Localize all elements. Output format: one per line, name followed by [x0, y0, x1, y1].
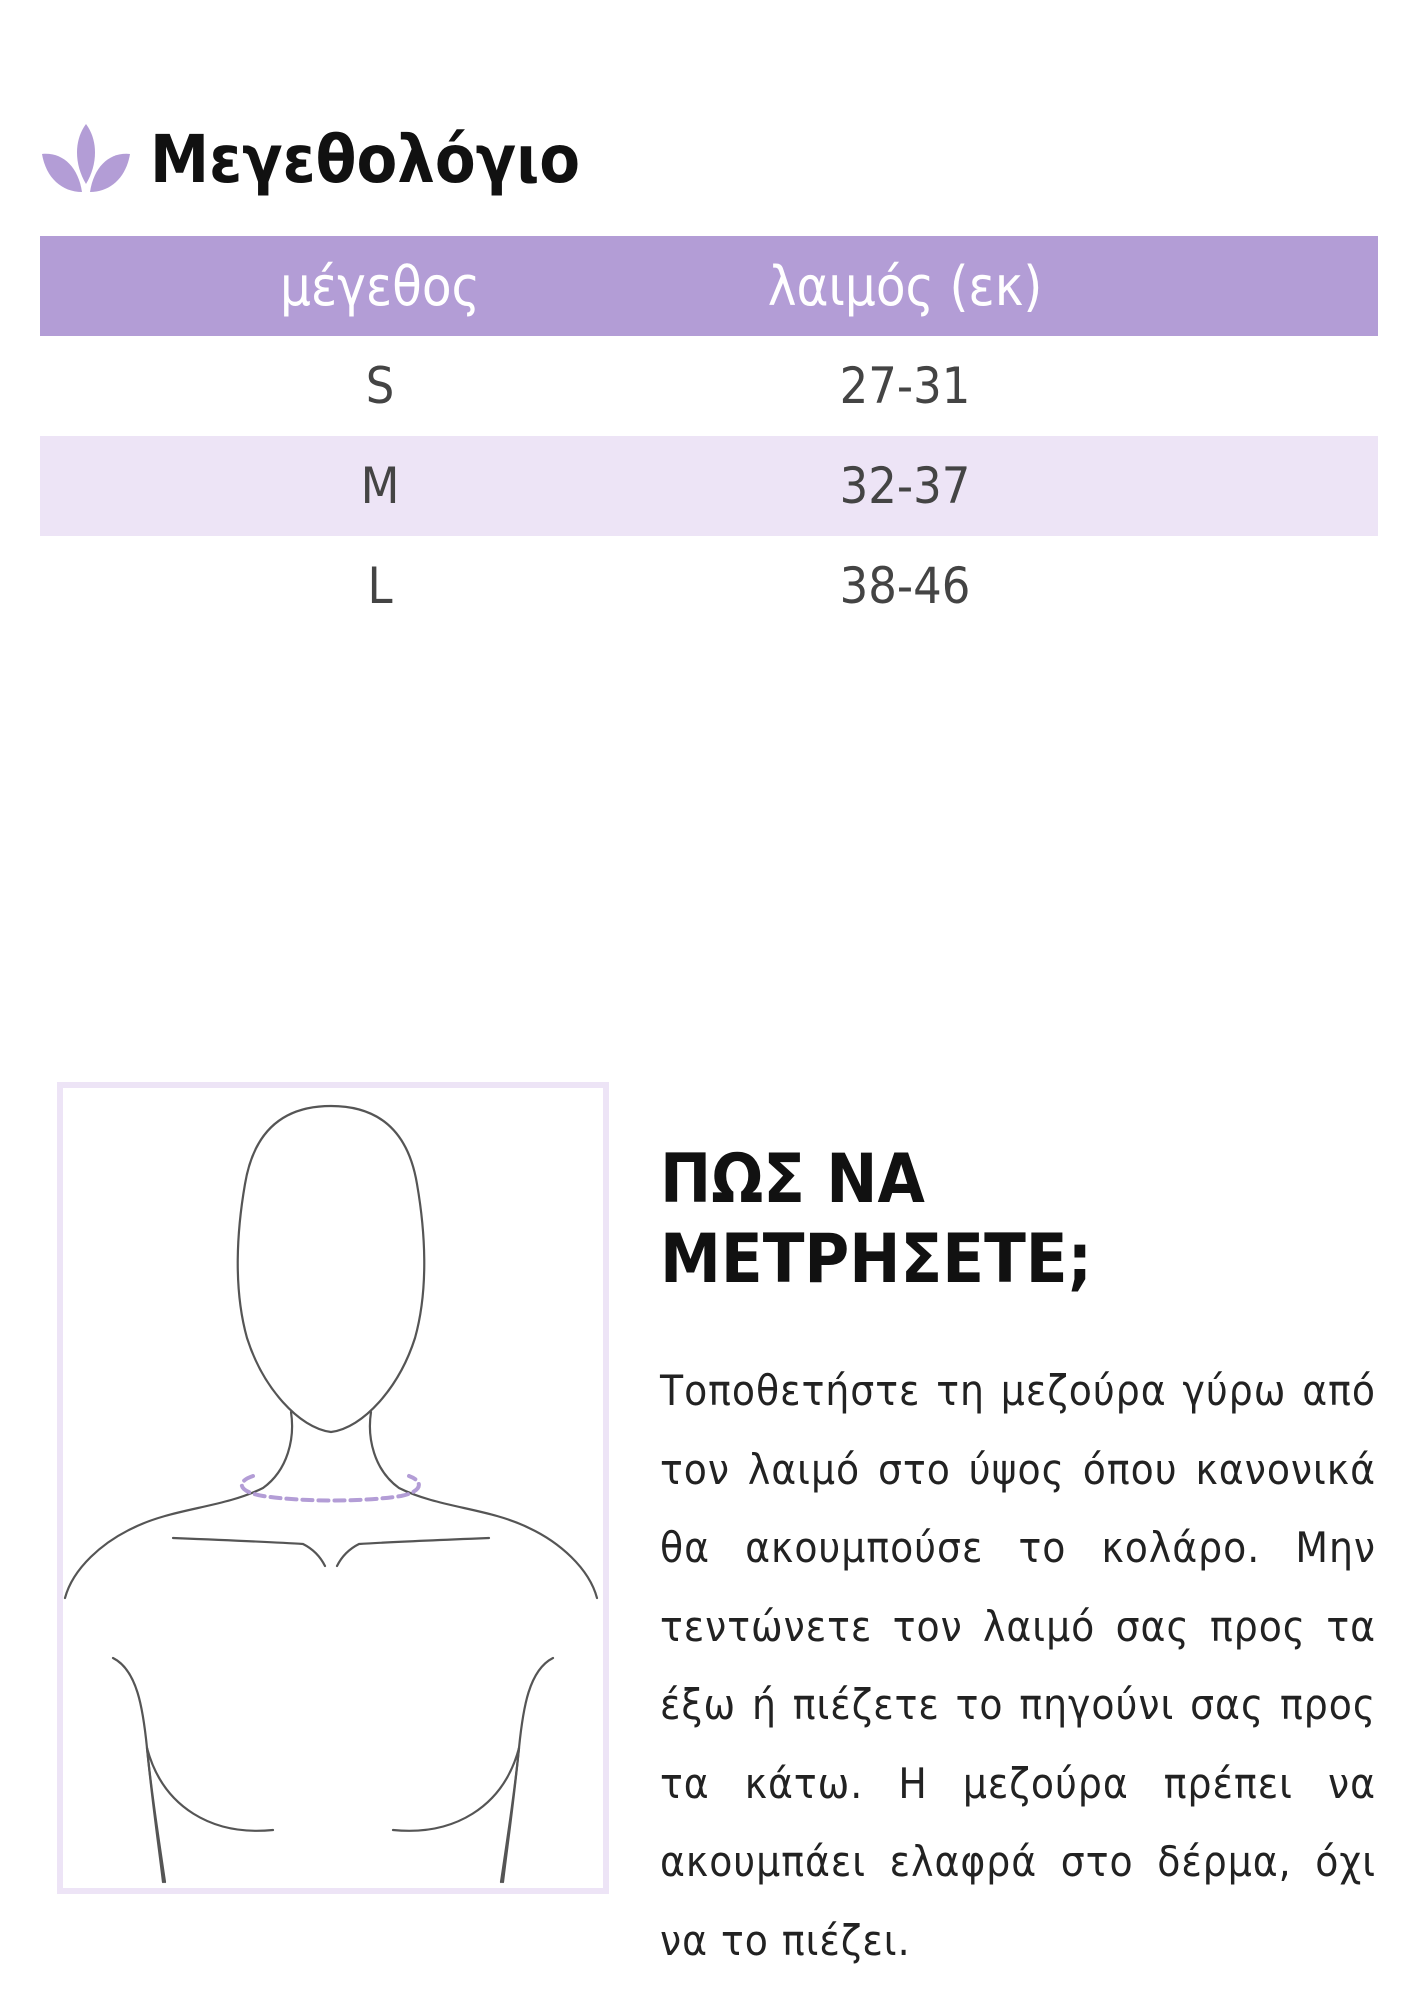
column-header-size: μέγεθος [279, 254, 481, 318]
column-header-neck: λαιμός (εκ) [767, 254, 1043, 318]
instructions-body: Τοποθετήστε τη μεζούρα γύρω από τον λαιμό στο ύψος όπου κανονικά θα ακουμπούσε το κολάρο. Μην τεντώνετε τον λαιμό σας προς τα έξω ή πιέζετε το πηγούνι σας προς τα κάτω. Η μεζούρα πρέπει να ακουμπάει ελαφρά στο δέρμα, όχι να το πιέζει. [660, 1366, 1376, 1965]
neck-measurement-figure-icon [63, 1088, 603, 1888]
table-row [40, 536, 1378, 636]
table-row [40, 436, 1378, 536]
page-header [40, 110, 580, 210]
table-row [40, 336, 1378, 436]
measurement-illustration [57, 1082, 609, 1894]
size-cell: L [367, 557, 393, 615]
size-table [40, 236, 1378, 636]
instructions-section [660, 1140, 1376, 1980]
table-header-row [40, 236, 1378, 336]
neck-cell: 27-31 [839, 357, 971, 415]
size-cell: S [365, 357, 395, 415]
neck-cell: 32-37 [839, 457, 971, 515]
neck-cell: 38-46 [839, 557, 971, 615]
instructions-heading: ΠΩΣ ΝΑ ΜΕΤΡΗΣΕΤΕ; [660, 1140, 1093, 1299]
lotus-leaf-icon [40, 118, 132, 202]
size-cell: M [360, 457, 400, 515]
page-title: Μεγεθολόγιο [150, 121, 581, 198]
